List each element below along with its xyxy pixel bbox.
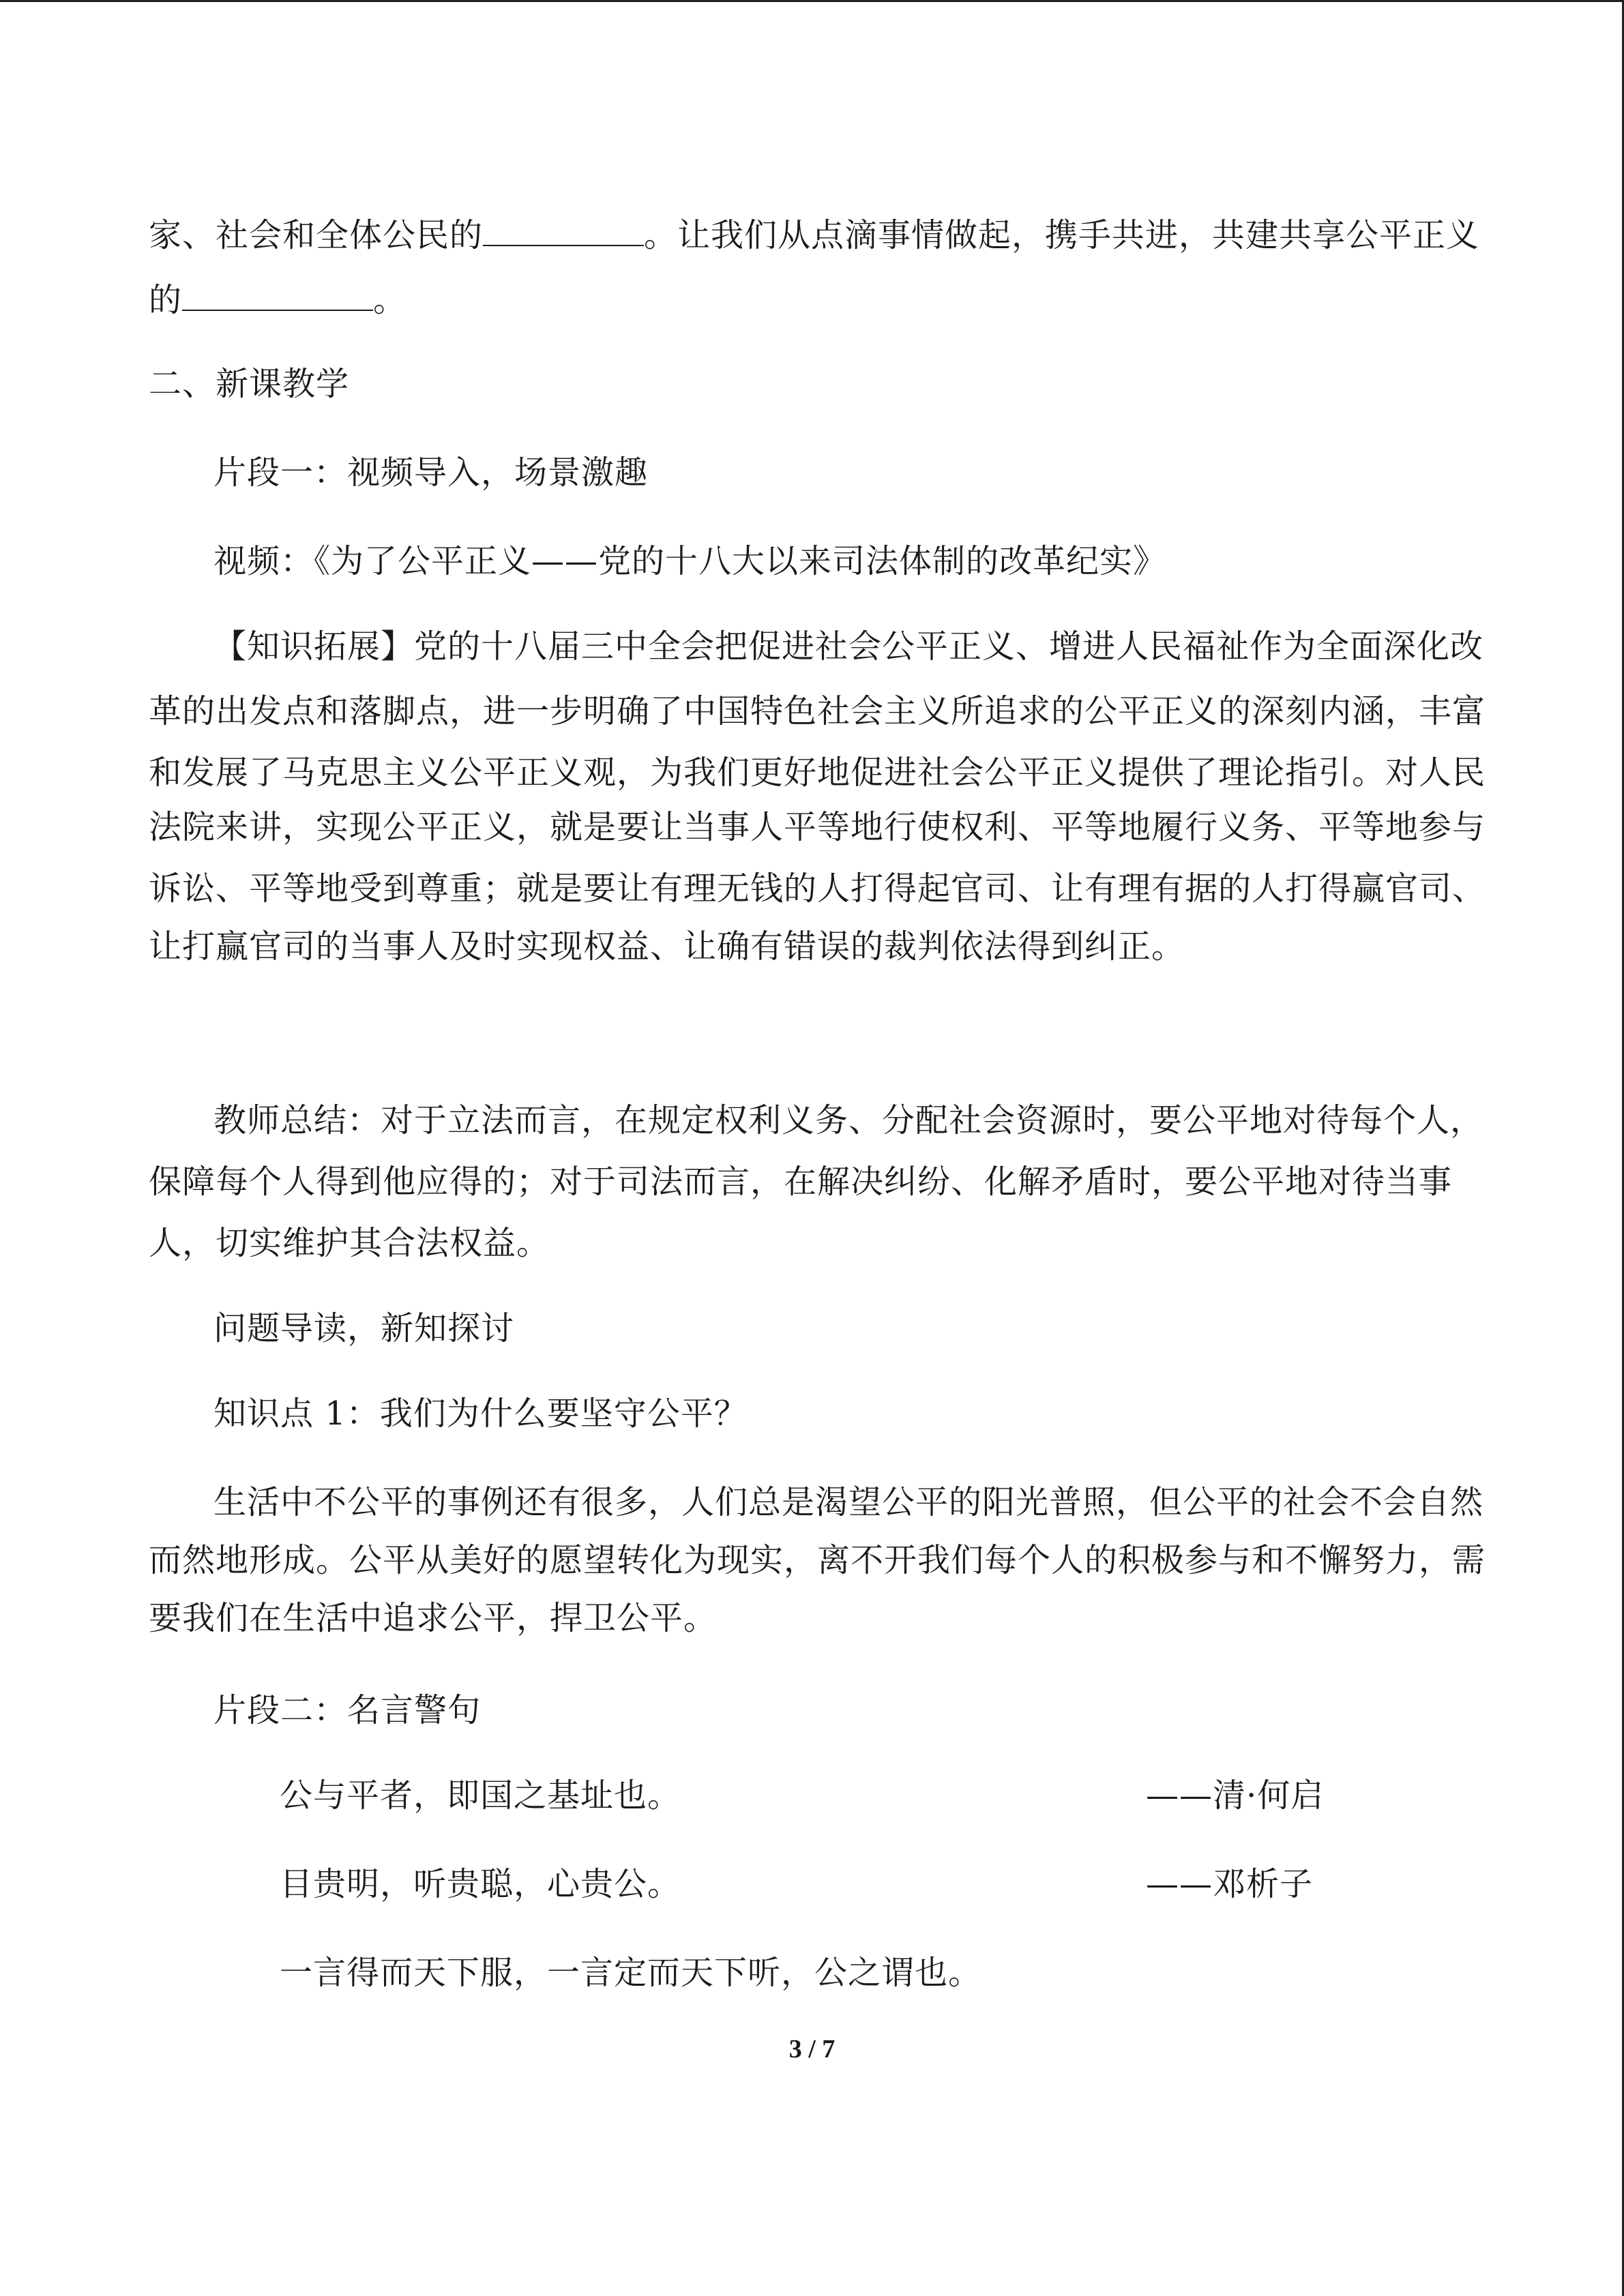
intro-line-1: [149, 213, 1479, 256]
knowledge-ext-line: 【知识拓展】党的十八届三中全会把促进社会公平正义、增进人民福祉作为全面深化改: [213, 627, 1484, 666]
quote-line: [280, 1864, 1314, 1905]
fairness-para-line: 而然地形成。公平从美好的愿望转化为现实，离不开我们每个人的积极参与和不懈努力，需: [149, 1541, 1486, 1579]
knowledge-ext-line: 法院来讲，实现公平正义，就是要让当事人平等地行使权利、平等地履行义务、平等地参与: [149, 808, 1486, 846]
teacher-summary-line: 保障每个人得到他应得的；对于司法而言，在解决纠纷、化解矛盾时，要公平地对待当事: [149, 1163, 1453, 1201]
fill-blank-2[interactable]: [182, 278, 373, 311]
quote-source: ——清·何启: [1146, 1776, 1325, 1815]
knowledge-ext-line: 革的出发点和落脚点，进一步明确了中国特色社会主义所追求的公平正义的深刻内涵，丰富: [149, 692, 1486, 730]
quote-source: ——邓析子: [1146, 1865, 1314, 1903]
segment1-title: 片段一：视频导入，场景激趣: [213, 453, 649, 492]
knowledge-ext-line: 让打赢官司的当事人及时实现权益、让确有错误的裁判依法得到纠正。: [149, 927, 1185, 966]
teacher-summary-line: 教师总结：对于立法而言，在规定权利义务、分配社会资源时，要公平地对待每个人，: [213, 1101, 1484, 1139]
quote-text: 目贵明，听贵聪，心贵公。: [280, 1865, 681, 1903]
quote-text: 公与平者，即国之基址也。: [280, 1776, 681, 1815]
quote-line: [280, 1952, 981, 1993]
intro-text: 。: [373, 281, 407, 319]
intro-line-2: [149, 278, 407, 320]
intro-text: 的: [149, 281, 183, 319]
teacher-summary-line: 人，切实维护其合法权益。: [149, 1224, 550, 1262]
section-heading: 二、新课教学: [149, 365, 350, 403]
intro-text: 家、社会和全体公民的: [149, 216, 484, 254]
fill-blank-1[interactable]: [483, 213, 644, 246]
fairness-para-line: 生活中不公平的事例还有很多，人们总是渴望公平的阳光普照，但公平的社会不会自然: [213, 1483, 1484, 1521]
segment2-title: 片段二：名言警句: [213, 1691, 482, 1729]
fairness-para-line: 要我们在生活中追求公平，捍卫公平。: [149, 1599, 718, 1637]
page-number: 3 / 7: [788, 2035, 836, 2063]
knowledge-point-1: 知识点 1：我们为什么要坚守公平？: [213, 1395, 748, 1433]
knowledge-ext-line: 和发展了马克思主义公平正义观，为我们更好地促进社会公平正义提供了理论指引。对人民: [149, 754, 1486, 792]
quote-text: 一言得而天下服，一言定而天下听，公之谓也。: [280, 1954, 982, 1992]
intro-text: 。让我们从点滴事情做起，携手共进，共建共享公平正义: [644, 216, 1480, 254]
segment1-video: 视频：《为了公平正义——党的十八大以来司法体制的改革纪实》: [213, 542, 1167, 580]
knowledge-ext-line: 诉讼、平等地受到尊重；就是要让有理无钱的人打得起官司、让有理有据的人打得赢官司、: [149, 869, 1486, 908]
quote-line: [280, 1775, 1325, 1816]
question-guide: 问题导读，新知探讨: [213, 1309, 515, 1347]
